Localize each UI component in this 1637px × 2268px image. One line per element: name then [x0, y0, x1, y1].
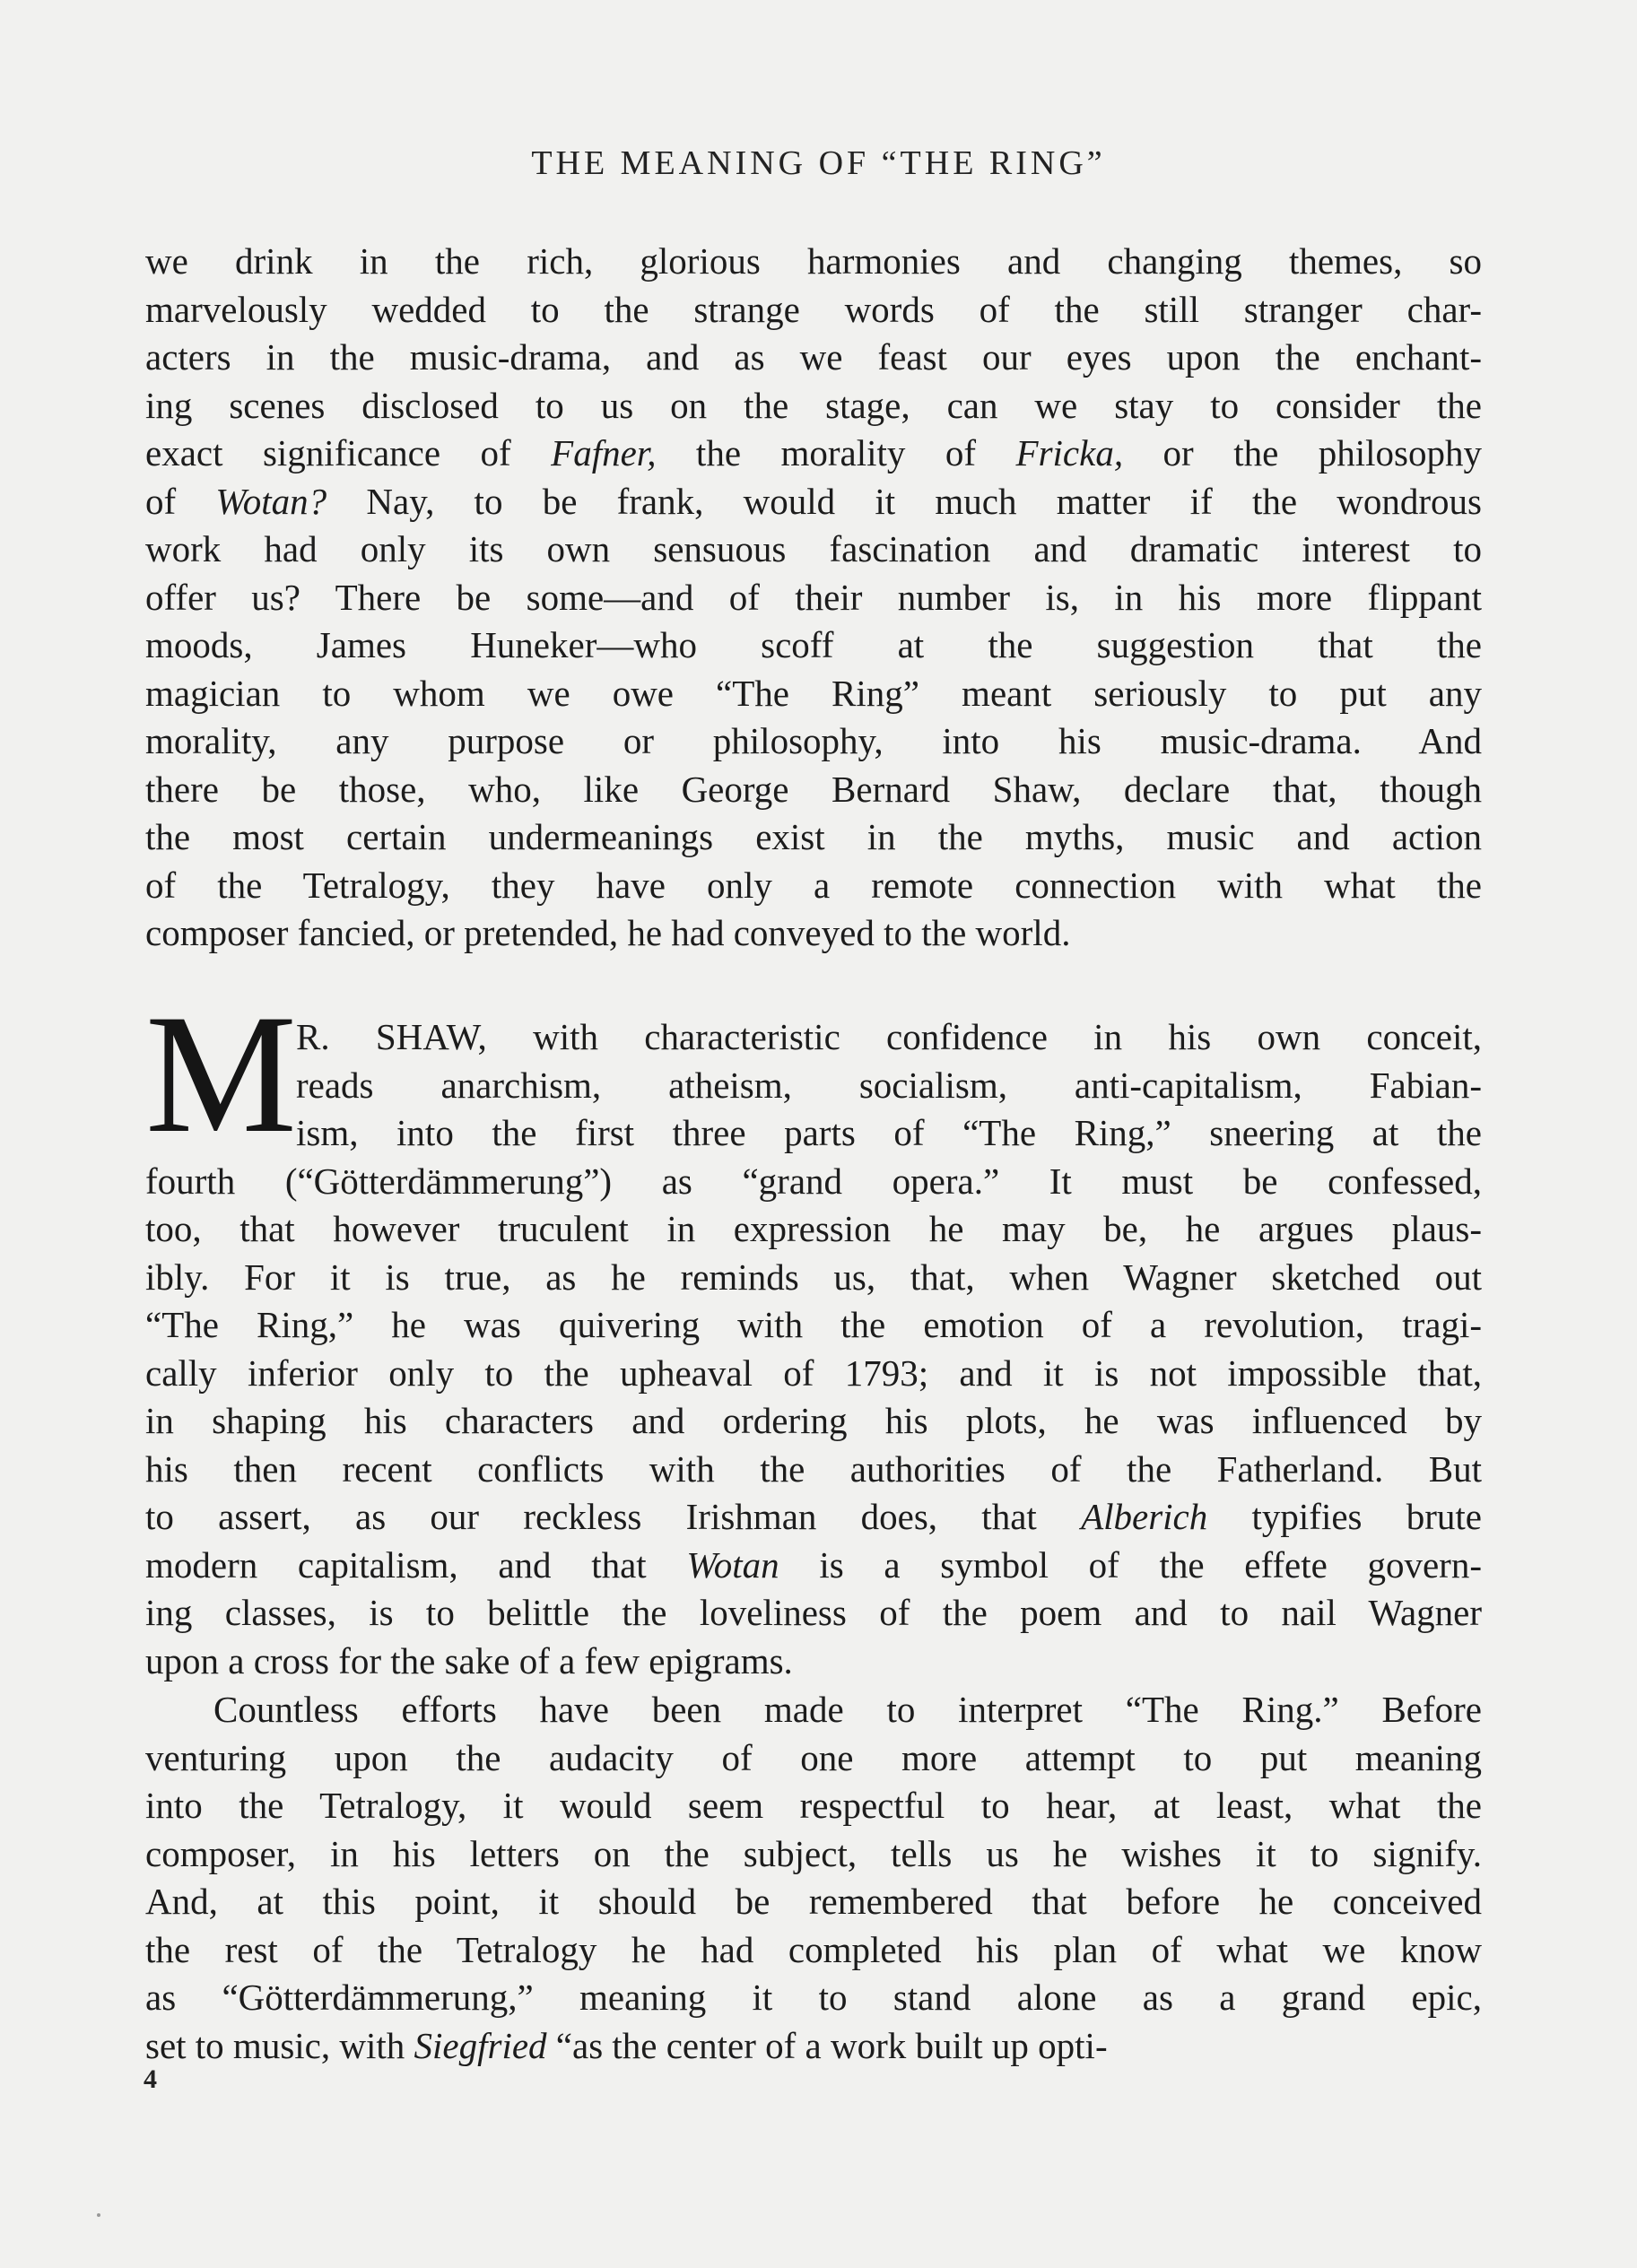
drop-cap: M — [145, 980, 297, 1169]
paper-speck — [97, 2213, 100, 2217]
text-line: morality, any purpose or philosophy, into his music-drama. And — [145, 720, 1482, 761]
text-line: fourth (“Götterdämmerung”) as “grand opera.” It must be confessed, — [145, 1160, 1482, 1202]
text-line: moods, James Huneker—who scoff at the suggestion that the — [145, 624, 1482, 665]
running-head: THE MEANING OF “THE RING” — [531, 144, 1106, 182]
italic-name: Wotan — [686, 1543, 779, 1586]
text-line: reads anarchism, atheism, socialism, anti-capitalism, Fabian- — [296, 1064, 1482, 1106]
paragraph-countless-efforts — [145, 1686, 1482, 2070]
text-line — [145, 2022, 1482, 2071]
text-line: ing scenes disclosed to us on the stage, can we stay to consider the — [145, 384, 1482, 426]
text-line: Countless efforts have been made to interpret “The Ring.” Before — [213, 1689, 1482, 1730]
text-line: upon a cross for the sake of a few epigrams. — [145, 1639, 793, 1681]
text-run: or the philosophy — [1123, 432, 1482, 474]
text-line: ing classes, is to belittle the loveliness of the poem and to nail Wagner — [145, 1592, 1482, 1633]
italic-name: Siegfried — [414, 2024, 547, 2066]
text-line: ism, into the first three parts of “The Ring,” sneering at the — [296, 1112, 1482, 1153]
text-line: composer, in his letters on the subject, tells us he wishes it to signify. — [145, 1832, 1482, 1874]
text-run: exact significance of — [145, 432, 552, 474]
text-line: And, at this point, it should be remembered that before he conceived — [145, 1881, 1482, 1922]
paragraph-continuation — [145, 238, 1482, 958]
text-line: in shaping his characters and ordering his plots, he was influenced by — [145, 1400, 1482, 1441]
text-run: Nay, to be frank, would it much matter if the wondrous — [327, 480, 1482, 522]
text-line: as “Götterdämmerung,” meaning it to stand alone as a grand epic, — [145, 1977, 1482, 2018]
text-line: of the Tetralogy, they have only a remote connection with what the — [145, 864, 1482, 906]
text-line: venturing upon the audacity of one more attempt to put meaning — [145, 1736, 1482, 1778]
text-line — [145, 1542, 1482, 1590]
text-run: to assert, as our reckless Irishman does, that — [145, 1496, 1082, 1537]
italic-name: Fafner, — [551, 432, 657, 474]
text-line — [145, 478, 1482, 526]
text-line: offer us? There be some—and of their number is, in his more flippant — [145, 576, 1482, 618]
text-run: typifies brute — [1207, 1496, 1482, 1537]
text-line: “The Ring,” he was quivering with the emotion of a revolution, tragi- — [145, 1304, 1482, 1345]
italic-name: Alberich — [1081, 1496, 1208, 1537]
text-run: set to music, with — [145, 2024, 414, 2066]
italic-name: Fricka, — [1015, 432, 1124, 474]
text-line: ibly. For it is true, as he reminds us, that, when Wagner sketched out — [145, 1256, 1482, 1298]
text-line: we drink in the rich, glorious harmonies and changing themes, so — [145, 240, 1482, 282]
text-line: the most certain undermeanings exist in the myths, music and action — [145, 816, 1482, 857]
text-line: the rest of the Tetralogy he had completed his plan of what we know — [145, 1928, 1482, 1970]
italic-name: Wotan? — [215, 480, 327, 522]
text-line: there be those, who, like George Bernard Shaw, declare that, though — [145, 768, 1482, 810]
text-run: modern capitalism, and that — [145, 1543, 687, 1586]
text-line: R. SHAW, with characteristic confidence in his own conceit, — [296, 1016, 1482, 1057]
text-line: composer fancied, or pretended, he had conveyed to the world. — [145, 912, 1071, 953]
paragraph-shaw — [145, 1013, 1482, 1685]
text-line: work had only its own sensuous fascination and dramatic interest to — [145, 528, 1482, 569]
text-line — [145, 430, 1482, 478]
text-line: into the Tetralogy, it would seem respectful to hear, at least, what the — [145, 1785, 1482, 1826]
text-line: marvelously wedded to the strange words of the still stranger char- — [145, 288, 1482, 330]
text-run: “as the center of a work built up opti- — [546, 2024, 1108, 2066]
text-line: cally inferior only to the upheaval of 1793; and it is not impossible that, — [145, 1351, 1482, 1394]
text-line: too, that however truculent in expression he may be, he argues plaus- — [145, 1208, 1482, 1249]
text-run: of — [145, 480, 216, 522]
page-number: 4 — [144, 2064, 157, 2094]
text-line: acters in the music-drama, and as we feast our eyes upon the enchant- — [145, 336, 1482, 378]
text-run: the morality of — [656, 432, 1016, 474]
text-line: magician to whom we owe “The Ring” meant seriously to put any — [145, 672, 1482, 714]
text-line — [145, 1493, 1482, 1542]
text-run: is a symbol of the effete govern- — [779, 1543, 1482, 1586]
text-line: his then recent conflicts with the authorities of the Fatherland. But — [145, 1447, 1482, 1490]
